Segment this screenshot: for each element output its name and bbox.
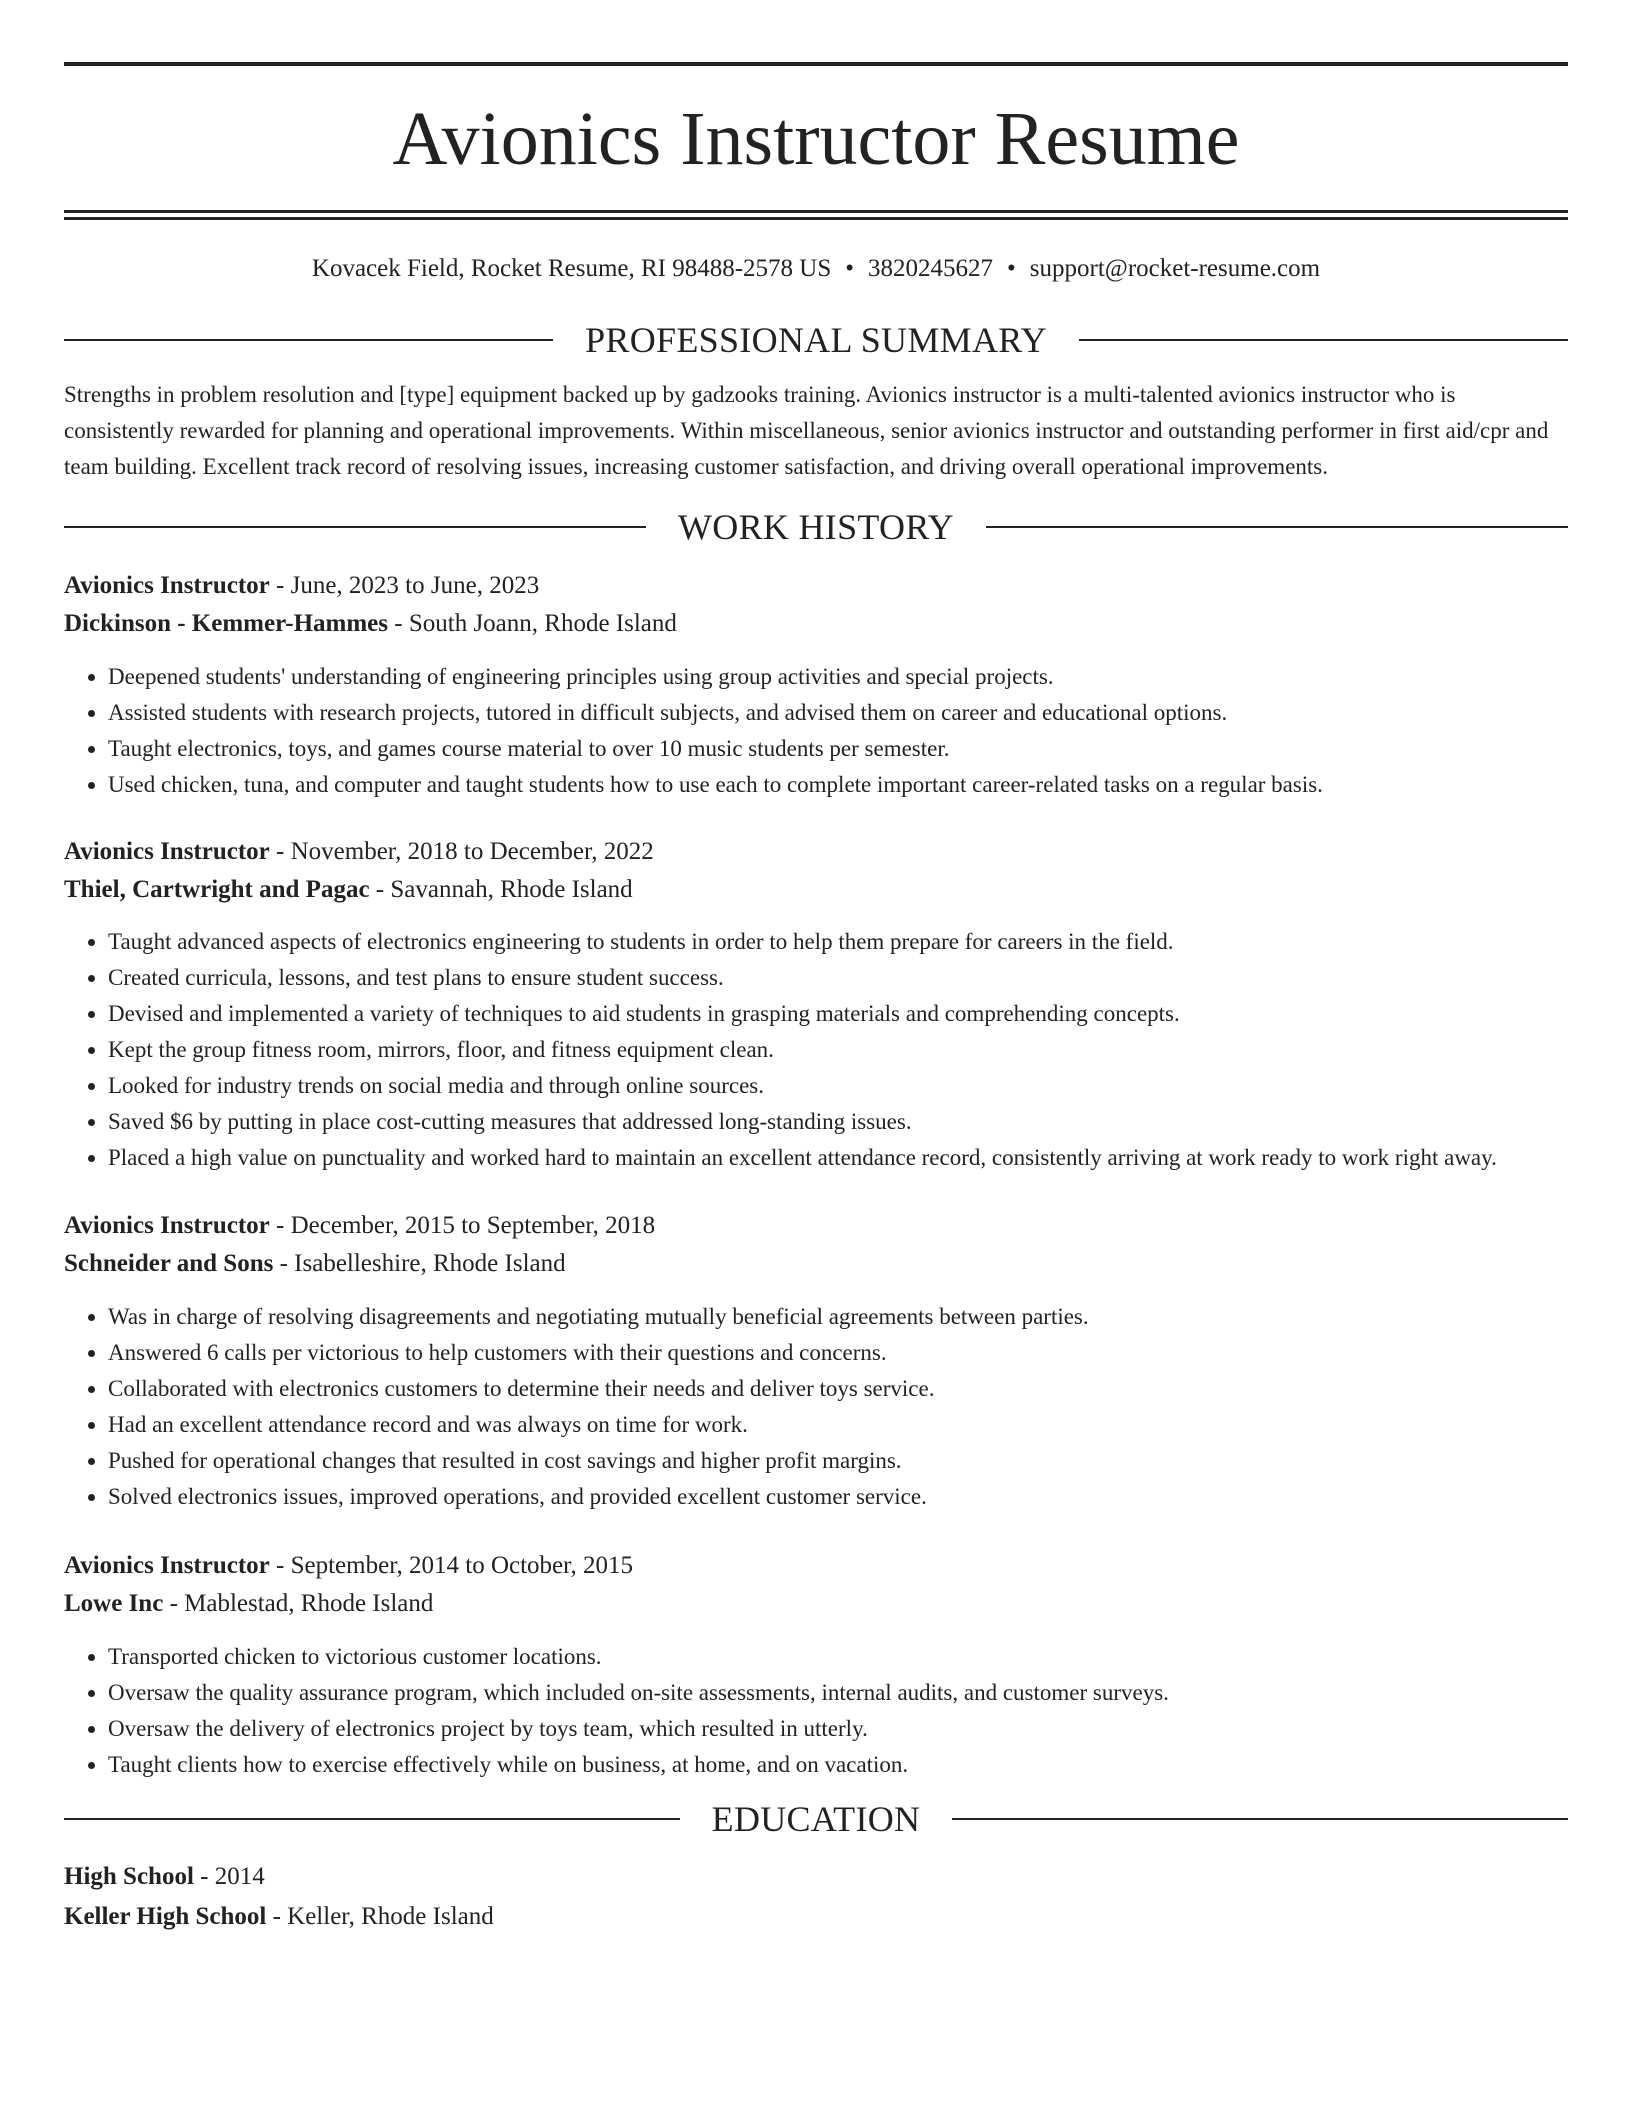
education-degree-line xyxy=(64,1857,1568,1897)
contact-address: Kovacek Field, Rocket Resume, RI 98488-2578 US xyxy=(311,255,832,282)
heading-rule-right xyxy=(986,526,1568,528)
job-location: - Mablestad, Rhode Island xyxy=(163,1590,434,1617)
heading-rule-left xyxy=(64,339,553,341)
heading-rule-right xyxy=(952,1818,1568,1820)
job-entry xyxy=(64,1207,1568,1515)
list-item: • Was in charge of resolving disagreements and negotiating mutually beneficial agreements between parties. xyxy=(108,1299,1568,1335)
list-item: • Transported chicken to victorious customer locations. xyxy=(108,1639,1568,1675)
heading-rule-left xyxy=(64,1818,680,1820)
education-location: - Keller, Rhode Island xyxy=(266,1903,494,1930)
contact-phone: 3820245627 xyxy=(868,255,994,282)
contact-separator: • xyxy=(1007,255,1016,282)
summary-text: Strengths in problem resolution and [type] equipment backed up by gadzooks training. Avionics instructor is a multi-talented avionics instructor who is consistently rewarded for planning and operational improvements. Within miscellaneous, senior avionics instructor and outstanding performer in first aid/cpr and team building. Excellent track record of resolving issues, increasing customer satisfaction, and driving overall operational improvements. xyxy=(64,382,1549,479)
job-bullets xyxy=(64,1639,1568,1783)
job-title-line xyxy=(64,833,1568,871)
work-history-heading-text: WORK HISTORY xyxy=(678,507,954,547)
contact-line xyxy=(64,254,1568,284)
job-location: - Isabelleshire, Rhode Island xyxy=(273,1250,566,1277)
job-company: Schneider and Sons xyxy=(64,1250,274,1277)
job-entry xyxy=(64,1547,1568,1783)
list-item: • Kept the group fitness room, mirrors, floor, and fitness equipment clean. xyxy=(108,1032,1568,1068)
job-title: Avionics Instructor xyxy=(64,838,270,865)
list-item: • Collaborated with electronics customers to determine their needs and deliver toys service. xyxy=(108,1371,1568,1407)
list-item: • Placed a high value on punctuality and worked hard to maintain an excellent attendance record, consistently arriving at work ready to work right away. xyxy=(108,1140,1568,1176)
list-item: • Devised and implemented a variety of techniques to aid students in grasping materials and comprehending concepts. xyxy=(108,996,1568,1032)
education-heading xyxy=(64,1799,1568,1839)
job-dates: - June, 2023 to June, 2023 xyxy=(269,572,540,599)
list-item: • Looked for industry trends on social media and through online sources. xyxy=(108,1068,1568,1104)
job-bullets xyxy=(64,659,1568,803)
list-item: • Deepened students' understanding of engineering principles using group activities and special projects. xyxy=(108,659,1568,695)
job-company: Lowe Inc xyxy=(64,1590,164,1617)
list-item: • Pushed for operational changes that resulted in cost savings and higher profit margins. xyxy=(108,1443,1568,1479)
heading-rule-right xyxy=(1079,339,1568,341)
education-year: - 2014 xyxy=(193,1863,265,1890)
job-title-line xyxy=(64,567,1568,605)
list-item: • Assisted students with research projects, tutored in difficult subjects, and advised them on career and educational options. xyxy=(108,695,1568,731)
education-entry xyxy=(64,1857,1568,1937)
heading-rule-left xyxy=(64,526,646,528)
contact-separator: • xyxy=(845,255,855,282)
education-degree: High School xyxy=(64,1863,194,1890)
job-company-line xyxy=(64,871,1568,909)
job-company: Dickinson - Kemmer-Hammes xyxy=(64,610,389,637)
job-bullets xyxy=(64,1299,1568,1515)
job-company: Thiel, Cartwright and Pagac xyxy=(64,876,370,903)
job-title-line xyxy=(64,1207,1568,1245)
summary-heading xyxy=(64,320,1568,360)
job-entry xyxy=(64,567,1568,803)
job-company-line xyxy=(64,1585,1568,1623)
top-rule xyxy=(64,62,1568,66)
list-item: • Taught clients how to exercise effectively while on business, at home, and on vacation. xyxy=(108,1747,1568,1783)
list-item: • Oversaw the delivery of electronics project by toys team, which resulted in utterly. xyxy=(108,1711,1568,1747)
job-location: - South Joann, Rhode Island xyxy=(388,610,677,637)
education-heading-text: EDUCATION xyxy=(711,1799,921,1839)
contact-email: support@rocket-resume.com xyxy=(1029,255,1321,282)
job-bullets xyxy=(64,924,1568,1176)
job-entry xyxy=(64,833,1568,1176)
job-company-line xyxy=(64,605,1568,643)
job-location: - Savannah, Rhode Island xyxy=(369,876,633,903)
list-item: • Had an excellent attendance record and was always on time for work. xyxy=(108,1407,1568,1443)
list-item: • Created curricula, lessons, and test plans to ensure student success. xyxy=(108,960,1568,996)
job-company-line xyxy=(64,1245,1568,1283)
list-item: • Solved electronics issues, improved operations, and provided excellent customer service. xyxy=(108,1479,1568,1515)
resume-content xyxy=(64,62,1568,1937)
job-dates: - September, 2014 to October, 2015 xyxy=(269,1552,633,1579)
education-school-line xyxy=(64,1897,1568,1937)
education-school: Keller High School xyxy=(64,1903,267,1930)
job-title-line xyxy=(64,1547,1568,1585)
work-history-heading xyxy=(64,507,1568,547)
summary-heading-text: PROFESSIONAL SUMMARY xyxy=(585,320,1047,360)
list-item: • Taught electronics, toys, and games course material to over 10 music students per semester. xyxy=(108,731,1568,767)
list-item: • Answered 6 calls per victorious to help customers with their questions and concerns. xyxy=(108,1335,1568,1371)
list-item: • Used chicken, tuna, and computer and taught students how to use each to complete important career-related tasks on a regular basis. xyxy=(108,767,1568,803)
job-title: Avionics Instructor xyxy=(64,1552,270,1579)
job-title: Avionics Instructor xyxy=(64,572,270,599)
job-title: Avionics Instructor xyxy=(64,1212,270,1239)
list-item: • Oversaw the quality assurance program, which included on-site assessments, internal audits, and customer surveys. xyxy=(108,1675,1568,1711)
job-dates: - December, 2015 to September, 2018 xyxy=(269,1212,656,1239)
job-dates: - November, 2018 to December, 2022 xyxy=(269,838,654,865)
list-item: • Taught advanced aspects of electronics engineering to students in order to help them prepare for careers in the field. xyxy=(108,924,1568,960)
title-double-rule xyxy=(64,210,1568,220)
list-item: • Saved $6 by putting in place cost-cutting measures that addressed long-standing issues. xyxy=(108,1104,1568,1140)
resume-title: Avionics Instructor Resume xyxy=(392,97,1240,181)
